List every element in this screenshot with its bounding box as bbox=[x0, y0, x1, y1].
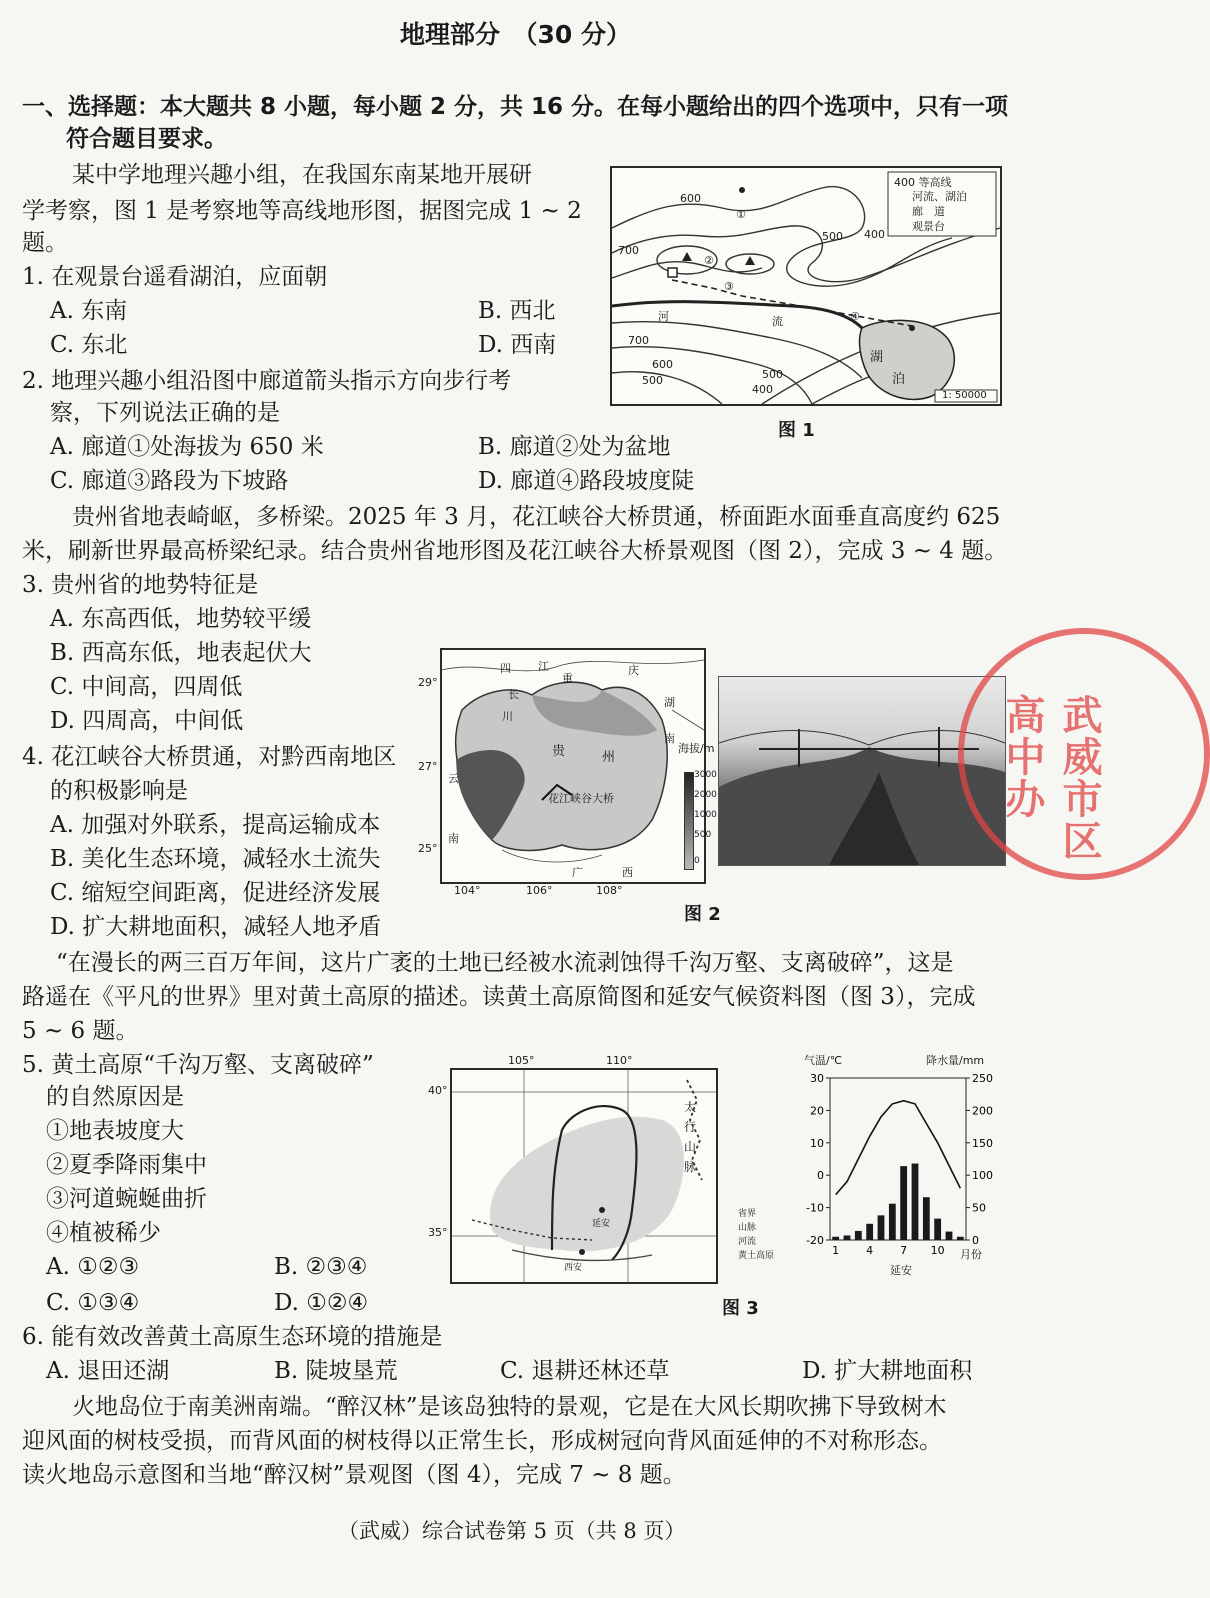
q6-stem: 6. 能有效改善黄土高原生态环境的措施是 bbox=[22, 1324, 443, 1350]
guizhou-map-drawing bbox=[442, 650, 704, 882]
precipitation-bar bbox=[923, 1197, 930, 1240]
elevation-legend-bar bbox=[684, 772, 694, 870]
intro56-line1: “在漫长的两三百万年间，这片广袤的土地已经被水流剥蚀得千沟万壑、支离破碎”，这是 bbox=[56, 950, 954, 976]
legend-loess: 黄土高原 bbox=[738, 1251, 775, 1261]
contour-label: 500 bbox=[762, 368, 783, 381]
legend-corridor: 廊 道 bbox=[912, 205, 945, 218]
precipitation-bar bbox=[832, 1237, 839, 1240]
section-heading-line1: 一、选择题：本大题共 8 小题，每小题 2 分，共 16 分。在每小题给出的四个选项中，只有一项 bbox=[22, 94, 1009, 120]
contour-label: 700 bbox=[618, 244, 639, 257]
precipitation-bar bbox=[946, 1232, 953, 1240]
contour-line bbox=[612, 372, 722, 404]
border-line bbox=[502, 850, 602, 862]
lon-label: 105° bbox=[508, 1054, 535, 1067]
y-left-tick-label: -20 bbox=[806, 1234, 824, 1247]
y-axis-right-label: 降水量/mm bbox=[926, 1054, 985, 1067]
q2-option-b: B. 廊道②处为盆地 bbox=[478, 434, 671, 460]
intro12-line1: 某中学地理兴趣小组，在我国东南某地开展研 bbox=[72, 162, 532, 188]
q1-option-b: B. 西北 bbox=[478, 298, 556, 324]
q3-option-a: A. 东高西低，地势较平缓 bbox=[50, 606, 312, 632]
contour-label: 400 bbox=[864, 228, 885, 241]
figure-2-caption: 图 2 bbox=[684, 904, 721, 925]
q4-option-c: C. 缩短空间距离，促进经济发展 bbox=[50, 880, 381, 906]
precipitation-bar bbox=[900, 1166, 907, 1240]
q1-option-c: C. 东北 bbox=[50, 332, 128, 358]
province-label: 贵 bbox=[552, 744, 566, 759]
y-right-tick-label: 100 bbox=[972, 1169, 993, 1183]
precipitation-bar bbox=[855, 1231, 862, 1240]
intro56-line3: 5 ~ 6 题。 bbox=[22, 1018, 139, 1044]
city-label-yanan: 延安 bbox=[592, 1219, 611, 1229]
figure-3-loess-plateau-map bbox=[450, 1068, 718, 1284]
precipitation-bar bbox=[878, 1215, 885, 1240]
river bbox=[612, 302, 862, 328]
figure-1-contour-map bbox=[610, 166, 1002, 406]
y-axis-left-label: 气温/℃ bbox=[804, 1054, 843, 1067]
city-label-xian: 西安 bbox=[564, 1263, 583, 1273]
y-right-tick-label: 0 bbox=[972, 1234, 979, 1247]
border-line bbox=[442, 660, 704, 671]
corridor-mark-1: ① bbox=[736, 208, 746, 221]
q3-stem: 3. 贵州省的地势特征是 bbox=[22, 572, 259, 598]
q2-option-a: A. 廊道①处海拔为 650 米 bbox=[50, 434, 324, 460]
legend-river-lake: 河流、湖泊 bbox=[912, 190, 967, 203]
seal-text: 武威市区高中办 bbox=[999, 694, 1102, 862]
lat-label: 29° bbox=[418, 676, 438, 689]
q5-option-d: D. ①②④ bbox=[274, 1290, 369, 1316]
q1-stem: 1. 在观景台遥看湖泊，应面朝 bbox=[22, 264, 328, 290]
start-point bbox=[739, 187, 745, 193]
corridor-mark-4: ④ bbox=[850, 310, 860, 323]
q4-stem-line2: 的积极影响是 bbox=[50, 778, 188, 804]
q4-option-b: B. 美化生态环境，减轻水土流失 bbox=[50, 846, 381, 872]
precipitation-bar bbox=[957, 1237, 964, 1240]
figure-2-guizhou-map bbox=[440, 648, 706, 884]
q4-stem-line1: 4. 花江峡谷大桥贯通，对黔西南地区 bbox=[22, 744, 397, 770]
q1-option-d: D. 西南 bbox=[478, 332, 557, 358]
precipitation-bar bbox=[912, 1164, 919, 1240]
contour-label: 700 bbox=[628, 334, 649, 347]
q2-option-d: D. 廊道④路段坡度陡 bbox=[478, 468, 695, 494]
lon-label: 106° bbox=[526, 884, 553, 897]
corridor-mark-3: ③ bbox=[724, 280, 734, 293]
q6-option-d: D. 扩大耕地面积 bbox=[802, 1358, 973, 1384]
temperature-line bbox=[836, 1101, 961, 1195]
q5-option-b: B. ②③④ bbox=[274, 1254, 368, 1280]
elevation-tick: 2000 bbox=[694, 790, 717, 800]
q5-stem-line2: 的自然原因是 bbox=[46, 1084, 184, 1110]
q5-stem-line1: 5. 黄土高原“千沟万壑、支离破碎” bbox=[22, 1052, 374, 1078]
q5-item-4: ④植被稀少 bbox=[46, 1220, 161, 1246]
q1-option-a: A. 东南 bbox=[50, 298, 128, 324]
lat-label: 40° bbox=[428, 1084, 448, 1097]
intro78-line2: 迎风面的树枝受损，而背风面的树枝得以正常生长，形成树冠向背风面延伸的不对称形态。 bbox=[22, 1428, 942, 1454]
precipitation-bar bbox=[934, 1219, 941, 1240]
province-label: 重 bbox=[562, 672, 573, 685]
q5-item-2: ②夏季降雨集中 bbox=[46, 1152, 207, 1178]
lon-label: 110° bbox=[606, 1054, 633, 1067]
province-label: 湖 bbox=[664, 696, 675, 709]
river-label-2: 流 bbox=[772, 315, 783, 328]
province-label: 广 bbox=[572, 866, 583, 879]
corridor-mark-2: ② bbox=[704, 254, 714, 267]
precipitation-bar bbox=[844, 1235, 851, 1240]
mountain-label: 行 bbox=[684, 1120, 697, 1134]
q6-option-a: A. 退田还湖 bbox=[46, 1358, 170, 1384]
province-label: 江 bbox=[538, 660, 549, 673]
elevation-legend-title: 海拔/m bbox=[678, 742, 715, 755]
page-title: 地理部分 （30 分） bbox=[400, 20, 631, 49]
province-label: 长 bbox=[508, 688, 519, 701]
xian-city-marker bbox=[579, 1249, 585, 1255]
intro12-line3: 题。 bbox=[22, 230, 68, 256]
province-label: 州 bbox=[602, 750, 616, 765]
province-label: 庆 bbox=[628, 664, 639, 677]
q6-option-c: C. 退耕还林还草 bbox=[500, 1358, 670, 1384]
precipitation-bar bbox=[866, 1224, 873, 1240]
legend-river: 河流 bbox=[738, 1237, 757, 1247]
intro78-line1: 火地岛位于南美洲南端。“醉汉林”是该岛独特的景观，它是在大风长期吹拂下导致树木 bbox=[72, 1394, 947, 1420]
elevation-tick: 3000 bbox=[694, 770, 717, 780]
province-label: 四 bbox=[500, 662, 511, 675]
contour-label: 600 bbox=[680, 192, 701, 205]
intro12-line2: 学考察，图 1 是考察地等高线地形图，据图完成 1 ~ 2 bbox=[22, 198, 582, 224]
legend-border: 省界 bbox=[738, 1209, 757, 1219]
intro34-line1: 贵州省地表崎岖，多桥梁。2025 年 3 月，花江峡谷大桥贯通，桥面距水面垂直高度约 625 bbox=[72, 504, 1001, 530]
q5-option-c: C. ①③④ bbox=[46, 1290, 140, 1316]
bridge-label: 花江峡谷大桥 bbox=[548, 792, 614, 805]
y-right-tick-label: 50 bbox=[972, 1201, 986, 1215]
y-left-tick-label: -10 bbox=[806, 1201, 824, 1215]
q6-option-b: B. 陡坡垦荒 bbox=[274, 1358, 398, 1384]
province-label: 云 bbox=[448, 772, 459, 785]
intro56-line2: 路遥在《平凡的世界》里对黄土高原的描述。读黄土高原简图和延安气候资料图（图 3），完成 bbox=[22, 984, 976, 1010]
q3-option-b: B. 西高东低，地表起伏大 bbox=[50, 640, 312, 666]
y-left-tick-label: 30 bbox=[810, 1072, 824, 1085]
official-seal bbox=[958, 628, 1210, 880]
yanan-climate-chart bbox=[800, 1052, 1000, 1284]
legend-platform: 观景台 bbox=[912, 220, 945, 233]
lat-label: 25° bbox=[418, 842, 438, 855]
mountain-label: 山 bbox=[684, 1140, 697, 1154]
y-right-tick-label: 150 bbox=[972, 1136, 993, 1150]
x-tick-label: 4 bbox=[866, 1244, 874, 1257]
q3-option-c: C. 中间高，四周低 bbox=[50, 674, 243, 700]
q4-option-d: D. 扩大耕地面积，减轻人地矛盾 bbox=[50, 914, 382, 940]
x-tick-label: 1 bbox=[832, 1244, 840, 1257]
viewing-platform-icon bbox=[668, 268, 677, 277]
y-right-tick-label: 250 bbox=[972, 1072, 993, 1085]
q2-stem-line1: 2. 地理兴趣小组沿图中廊道箭头指示方向步行考 bbox=[22, 368, 512, 394]
legend-contour: 400 等高线 bbox=[894, 176, 952, 189]
river-label-1: 河 bbox=[658, 310, 669, 323]
q5-item-3: ③河道蜿蜒曲折 bbox=[46, 1186, 207, 1212]
contour-label: 500 bbox=[822, 230, 843, 243]
lake-label-2: 泊 bbox=[892, 372, 906, 387]
province-label: 南 bbox=[448, 832, 459, 845]
elevation-tick: 1000 bbox=[694, 810, 717, 820]
q4-option-a: A. 加强对外联系，提高运输成本 bbox=[50, 812, 381, 838]
y-left-tick-label: 10 bbox=[810, 1136, 824, 1150]
peak-marker bbox=[682, 252, 692, 261]
border-line bbox=[672, 710, 704, 730]
contour-label: 500 bbox=[642, 374, 663, 387]
precipitation-bar bbox=[889, 1204, 896, 1240]
map-scale: 1: 50000 bbox=[942, 390, 987, 401]
q5-item-1: ①地表坡度大 bbox=[46, 1118, 184, 1144]
y-right-tick-label: 200 bbox=[972, 1104, 993, 1118]
peak-marker bbox=[745, 256, 755, 265]
x-tick-label: 7 bbox=[900, 1244, 908, 1257]
mountain-label: 脉 bbox=[684, 1160, 697, 1174]
province-label: 南 bbox=[664, 732, 675, 745]
contour-label: 600 bbox=[652, 358, 673, 371]
lat-label: 35° bbox=[428, 1226, 448, 1239]
y-left-tick-label: 0 bbox=[817, 1169, 824, 1183]
province-label: 川 bbox=[502, 710, 513, 723]
section-heading-line2: 符合题目要求。 bbox=[66, 126, 227, 152]
mountain-label: 太 bbox=[684, 1100, 697, 1114]
legend-mountain: 山脉 bbox=[738, 1223, 757, 1233]
figure-1-caption: 图 1 bbox=[778, 420, 815, 441]
page-footer: （武威）综合试卷第 5 页（共 8 页） bbox=[338, 1519, 686, 1543]
contour-label: 400 bbox=[752, 383, 773, 396]
elevation-tick: 500 bbox=[694, 830, 712, 840]
y-left-tick-label: 20 bbox=[810, 1104, 824, 1118]
yanan-city-marker bbox=[599, 1207, 605, 1213]
figure-3-caption: 图 3 bbox=[722, 1298, 759, 1319]
province-label: 西 bbox=[622, 866, 633, 879]
elevation-tick: 0 bbox=[694, 856, 700, 866]
q3-option-d: D. 四周高，中间低 bbox=[50, 708, 244, 734]
contour-line bbox=[612, 322, 862, 378]
q2-stem-line2: 察，下列说法正确的是 bbox=[50, 400, 280, 426]
lake-label-1: 湖 bbox=[870, 350, 884, 365]
loess-map-drawing bbox=[452, 1070, 716, 1282]
x-axis-label: 月份 bbox=[960, 1248, 982, 1261]
lon-label: 104° bbox=[454, 884, 481, 897]
lat-label: 27° bbox=[418, 760, 438, 773]
q2-option-c: C. 廊道③路段为下坡路 bbox=[50, 468, 289, 494]
x-tick-label: 10 bbox=[930, 1244, 945, 1257]
lon-label: 108° bbox=[596, 884, 623, 897]
station-label: 延安 bbox=[890, 1264, 912, 1277]
end-point bbox=[909, 325, 915, 331]
q5-option-a: A. ①②③ bbox=[46, 1254, 140, 1280]
intro34-line2: 米，刷新世界最高桥梁纪录。结合贵州省地形图及花江峡谷大桥景观图（图 2），完成 3 ~ 4 题。 bbox=[22, 538, 1008, 564]
intro78-line3: 读火地岛示意图和当地“醉汉树”景观图（图 4），完成 7 ~ 8 题。 bbox=[22, 1462, 686, 1488]
contour-line bbox=[612, 262, 762, 278]
